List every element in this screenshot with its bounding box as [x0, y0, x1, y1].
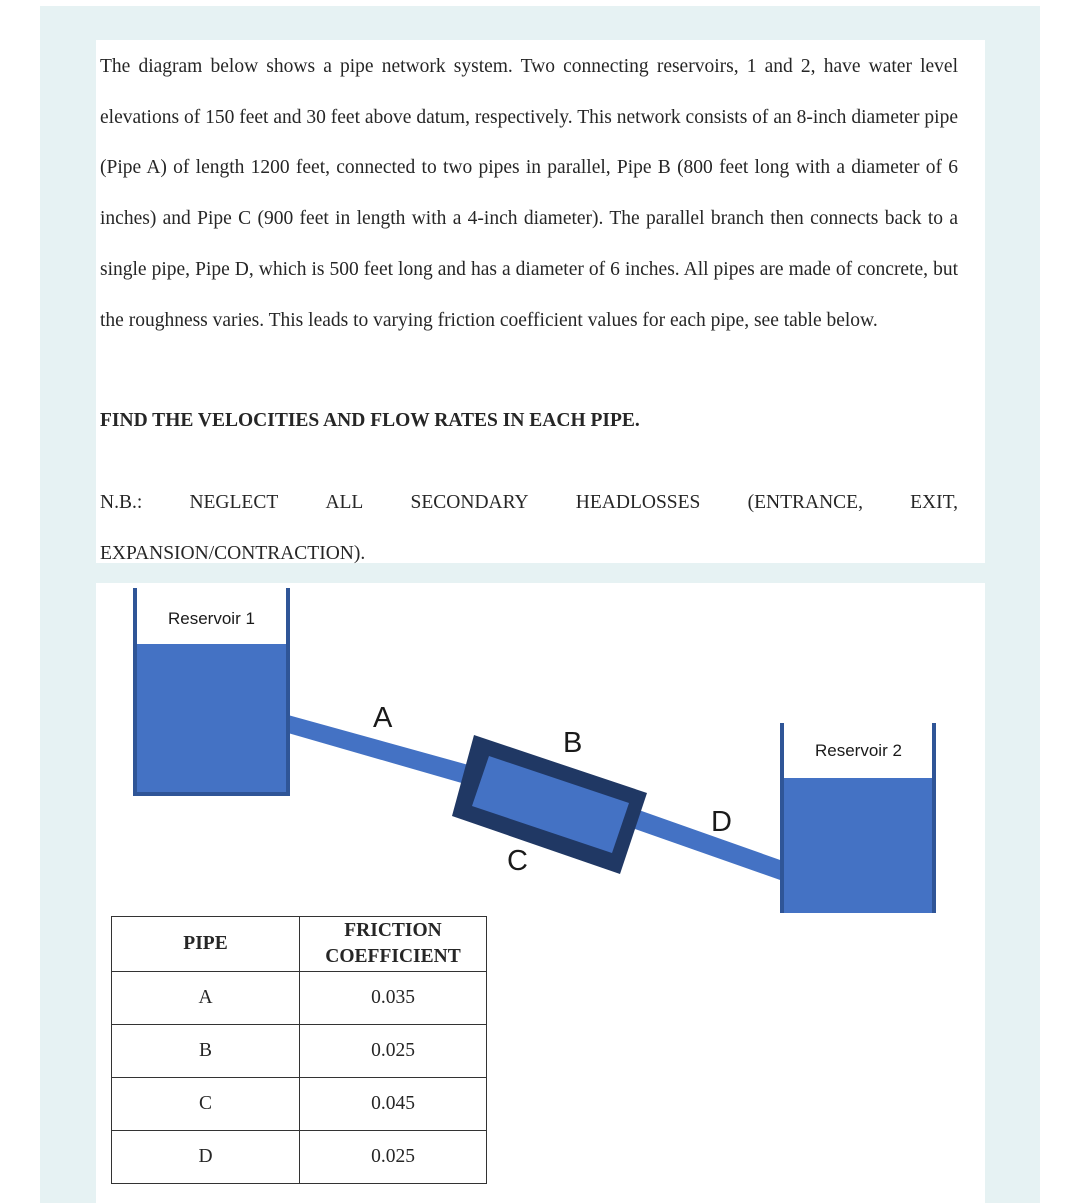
table-row	[112, 1131, 487, 1184]
pipe-a-label: A	[373, 702, 393, 734]
pipe-d-label: D	[711, 806, 732, 838]
note-word: N.B.:	[100, 492, 143, 513]
reservoir-2-label: Reservoir 2	[815, 741, 902, 760]
reservoir-1-label: Reservoir 1	[168, 609, 255, 628]
coefficient-cell: 0.035	[300, 972, 487, 1025]
problem-paragraph: The diagram below shows a pipe network system. Two connecting reservoirs, 1 and 2, have water level elevations of 150 feet and 30 feet above datum, respectively. This network consists of an 8-inch diameter pipe (Pipe A) of length 1200 feet, connected to two pipes in parallel, Pipe B (800 feet long with a diameter of 6 inches) and Pipe C (900 feet in length with a 4-inch diameter). The parallel branch then connects back to a single pipe, Pipe D, which is 500 feet long and has a diameter of 6 inches. All pipes are made of concrete, but the roughness varies. This leads to varying friction coefficient values for each pipe, see table below.	[100, 56, 958, 331]
note-word: ALL	[325, 492, 364, 513]
pipe-cell: A	[112, 972, 300, 1025]
pipe-c-label: C	[507, 845, 528, 877]
pipe-cell: B	[112, 1025, 300, 1078]
note-word: EXIT,	[910, 492, 958, 513]
reservoir-2-water	[782, 778, 934, 913]
pipe-network-diagram	[96, 583, 985, 913]
note-word: NEGLECT	[189, 492, 279, 513]
note-word: HEADLOSSES	[575, 492, 701, 513]
table-row	[112, 972, 487, 1025]
problem-question: FIND THE VELOCITIES AND FLOW RATES IN EACH PIPE.	[100, 410, 640, 431]
pipe-d	[632, 809, 783, 881]
header-friction-coefficient: FRICTION COEFFICIENT	[300, 917, 487, 972]
diagram-panel	[96, 583, 985, 1203]
note-word: SECONDARY	[410, 492, 529, 513]
pipe-b-label: B	[563, 727, 583, 759]
table-row	[112, 1078, 487, 1131]
friction-coefficient-table	[111, 916, 487, 1184]
coefficient-cell: 0.045	[300, 1078, 487, 1131]
header-pipe: PIPE	[112, 917, 300, 972]
problem-text-panel	[96, 40, 985, 563]
problem-note	[100, 478, 958, 579]
note-line-2: EXPANSION/CONTRACTION).	[100, 542, 366, 564]
coefficient-cell: 0.025	[300, 1025, 487, 1078]
pipe-cell: C	[112, 1078, 300, 1131]
note-word: (ENTRANCE,	[747, 492, 863, 513]
reservoir-1-water	[135, 644, 288, 794]
table-header-row	[112, 917, 487, 972]
note-line-1	[100, 478, 958, 529]
table-row	[112, 1025, 487, 1078]
pipe-cell: D	[112, 1131, 300, 1184]
coefficient-cell: 0.025	[300, 1131, 487, 1184]
